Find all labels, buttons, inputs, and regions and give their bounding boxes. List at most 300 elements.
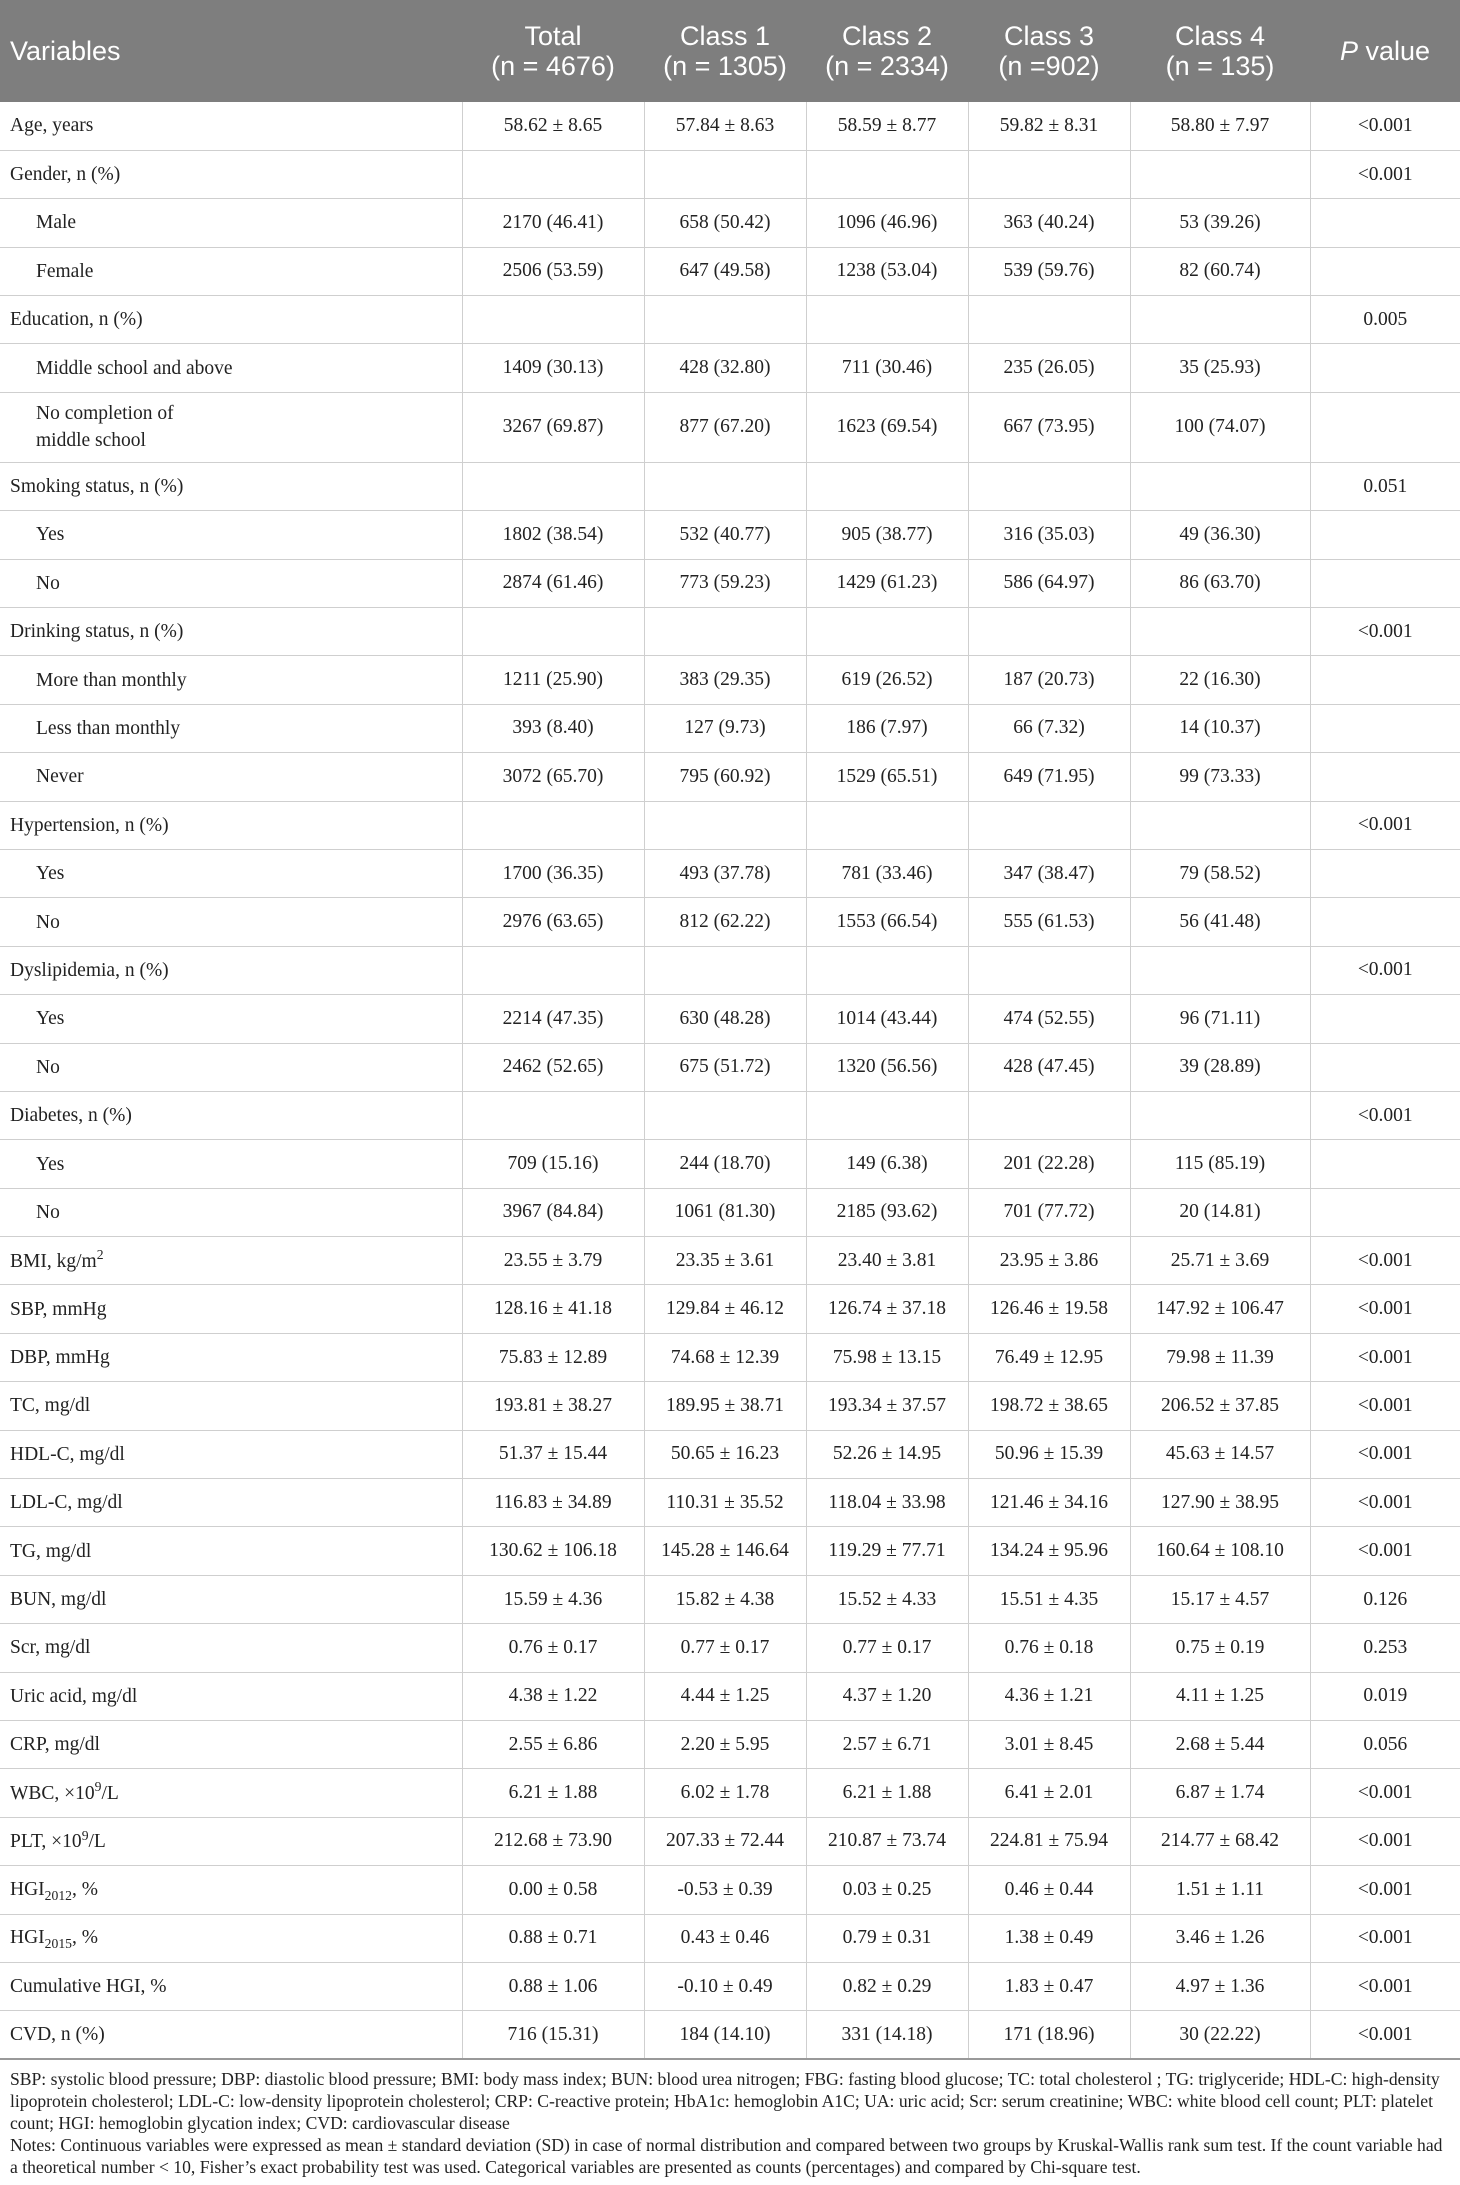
cell-class1: 383 (29.35): [644, 656, 806, 704]
cell-class2: 331 (14.18): [806, 2011, 968, 2059]
table-row: [0, 1672, 1460, 1720]
cell-class3: [968, 608, 1130, 656]
table-row: [0, 296, 1460, 344]
table-row: [0, 344, 1460, 392]
cell-class4: 45.63 ± 14.57: [1130, 1430, 1310, 1478]
cell-class4: [1130, 946, 1310, 994]
table-row: [0, 1575, 1460, 1623]
table-body: [0, 102, 1460, 2059]
row-label: Yes: [0, 995, 462, 1043]
cell-class3: 0.46 ± 0.44: [968, 1866, 1130, 1914]
cell-p-value: <0.001: [1357, 1878, 1413, 1900]
row-label: No: [0, 559, 462, 607]
cell-class2: [806, 1091, 968, 1139]
cell-class4: 56 (41.48): [1130, 898, 1310, 946]
row-label: $HGI_{2015}$, %: [0, 1914, 462, 1962]
row-label: $HGI_{2012}$, %: [0, 1866, 462, 1914]
cell-class4: 0.75 ± 0.19: [1130, 1624, 1310, 1672]
cell-class4: [1130, 1091, 1310, 1139]
table-row: [0, 898, 1460, 946]
cell-class4: 4.11 ± 1.25: [1130, 1672, 1310, 1720]
cell-p-value: <0.001: [1357, 1249, 1413, 1271]
cell-class4: 14 (10.37): [1130, 704, 1310, 752]
table-row: [0, 704, 1460, 752]
cell-total: 130.62 ± 106.18: [462, 1527, 644, 1575]
cell-total: 4.38 ± 1.22: [462, 1672, 644, 1720]
cell-class2: [806, 946, 968, 994]
cell-p-value: <0.001: [1357, 959, 1413, 981]
row-label: Age, years: [0, 102, 462, 150]
cell-total: 128.16 ± 41.18: [462, 1285, 644, 1333]
cell-class4: 1.51 ± 1.11: [1130, 1866, 1310, 1914]
table-row: [0, 1382, 1460, 1430]
cell-class4: 79.98 ± 11.39: [1130, 1333, 1310, 1381]
cell-class4: [1130, 801, 1310, 849]
cell-class4: 127.90 ± 38.95: [1130, 1479, 1310, 1527]
row-label: Female: [0, 247, 462, 295]
cell-class1: 1061 (81.30): [644, 1188, 806, 1236]
cell-class2: [806, 608, 968, 656]
row-label: Hypertension, n (%): [0, 801, 462, 849]
row-label: No: [0, 1188, 462, 1236]
table-row: [0, 1914, 1460, 1962]
table-row: [0, 656, 1460, 704]
cell-class3: 235 (26.05): [968, 344, 1130, 392]
row-label: Cumulative HGI, %: [0, 1962, 462, 2010]
cell-total: 1700 (36.35): [462, 849, 644, 897]
cell-class2: 118.04 ± 33.98: [806, 1479, 968, 1527]
cell-p-value: <0.001: [1357, 1540, 1413, 1562]
cell-class3: 4.36 ± 1.21: [968, 1672, 1130, 1720]
header-class4: Class 4 (n = 135): [1165, 21, 1275, 81]
cell-class4: 99 (73.33): [1130, 753, 1310, 801]
table-row: [0, 1962, 1460, 2010]
table-row: [0, 753, 1460, 801]
cell-total: 6.21 ± 1.88: [462, 1769, 644, 1817]
cell-p-value: <0.001: [1357, 1346, 1413, 1368]
abbreviations-note: SBP: systolic blood pressure; DBP: diastolic blood pressure; BMI: body mass index; BUN: blood urea nitrogen; FBG: fasting blood glucose; TC: total cholesterol ; TG: triglyceride; HDL-C: high-density lipoprotein cholesterol; LDL-C: low-density lipoprotein cholesterol; CRP: C-reactive protein; HbA1c: hemoglobin A1C; UA: uric acid; Scr: serum creatinine; WBC: white blood cell count; PLT: platelet count; HGI: hemoglobin glycation index; CVD: cardiovascular disease: [10, 2069, 1440, 2133]
cell-p-value: <0.001: [1357, 1830, 1413, 1852]
cell-class1: -0.10 ± 0.49: [644, 1962, 806, 2010]
cell-class4: 39 (28.89): [1130, 1043, 1310, 1091]
cell-class2: 905 (38.77): [806, 511, 968, 559]
cell-class1: 184 (14.10): [644, 2011, 806, 2059]
cell-total: 2976 (63.65): [462, 898, 644, 946]
cell-class1: 877 (67.20): [644, 392, 806, 462]
table-row: [0, 1817, 1460, 1865]
cell-class3: 586 (64.97): [968, 559, 1130, 607]
header-row: [0, 0, 1460, 102]
table-row: [0, 462, 1460, 510]
cell-p-value: 0.019: [1363, 1685, 1408, 1707]
table-row: [0, 1769, 1460, 1817]
cell-class2: [806, 801, 968, 849]
cell-class3: 187 (20.73): [968, 656, 1130, 704]
row-label: Dyslipidemia, n (%): [0, 946, 462, 994]
cell-total: 1802 (38.54): [462, 511, 644, 559]
cell-class1: 812 (62.22): [644, 898, 806, 946]
cell-class4: 15.17 ± 4.57: [1130, 1575, 1310, 1623]
cell-class4: 35 (25.93): [1130, 344, 1310, 392]
table-row: [0, 150, 1460, 198]
cell-p-value: [1310, 344, 1460, 392]
cell-class1: 57.84 ± 8.63: [644, 102, 806, 150]
cell-class4: 58.80 ± 7.97: [1130, 102, 1310, 150]
table-row: [0, 995, 1460, 1043]
cell-class1: -0.53 ± 0.39: [644, 1866, 806, 1914]
methods-note: Notes: Continuous variables were expressed as mean ± standard deviation (SD) in case of normal distribution and compared between two groups by Kruskal-Wallis rank sum test. If the count variable had a theoretical number < 10, Fisher’s exact probability test was used. Categorical variables are presented as counts (percentages) and compared by Chi-square test.: [10, 2135, 1443, 2177]
row-label: CVD, n (%): [0, 2011, 462, 2059]
cell-class3: 3.01 ± 8.45: [968, 1721, 1130, 1769]
cell-p-value: [1310, 1140, 1460, 1188]
cell-class4: [1130, 462, 1310, 510]
cell-p-value: 0.005: [1363, 308, 1408, 330]
row-label: Drinking status, n (%): [0, 608, 462, 656]
cell-class3: 50.96 ± 15.39: [968, 1430, 1130, 1478]
row-label: Uric acid, mg/dl: [0, 1672, 462, 1720]
cell-p-value: <0.001: [1357, 814, 1413, 836]
cell-total: [462, 608, 644, 656]
cell-class3: 171 (18.96): [968, 2011, 1130, 2059]
table-row: [0, 1721, 1460, 1769]
table-row: [0, 1479, 1460, 1527]
cell-class1: 23.35 ± 3.61: [644, 1237, 806, 1285]
cell-class2: 210.87 ± 73.74: [806, 1817, 968, 1865]
cell-class4: [1130, 296, 1310, 344]
cell-class4: 214.77 ± 68.42: [1130, 1817, 1310, 1865]
cell-class4: 53 (39.26): [1130, 199, 1310, 247]
cell-class3: 1.38 ± 0.49: [968, 1914, 1130, 1962]
cell-class3: 555 (61.53): [968, 898, 1130, 946]
cell-class2: 126.74 ± 37.18: [806, 1285, 968, 1333]
cell-class1: 630 (48.28): [644, 995, 806, 1043]
cell-class1: [644, 462, 806, 510]
row-label: BMI, $kg/m^2$: [0, 1237, 462, 1285]
cell-class3: 66 (7.32): [968, 704, 1130, 752]
cell-p-value: <0.001: [1357, 114, 1413, 136]
cell-total: 2874 (61.46): [462, 559, 644, 607]
cell-class4: 3.46 ± 1.26: [1130, 1914, 1310, 1962]
table-row: [0, 247, 1460, 295]
cell-class3: [968, 462, 1130, 510]
table-row: [0, 1866, 1460, 1914]
row-label: Gender, n (%): [0, 150, 462, 198]
cell-class3: [968, 1091, 1130, 1139]
cell-class3: 201 (22.28): [968, 1140, 1130, 1188]
cell-total: 3072 (65.70): [462, 753, 644, 801]
cell-class4: 160.64 ± 108.10: [1130, 1527, 1310, 1575]
row-label: Never: [0, 753, 462, 801]
table-row: [0, 1140, 1460, 1188]
cell-class1: 773 (59.23): [644, 559, 806, 607]
cell-class3: 428 (47.45): [968, 1043, 1130, 1091]
cell-class2: 619 (26.52): [806, 656, 968, 704]
row-label: TG, mg/dl: [0, 1527, 462, 1575]
table-row: [0, 1333, 1460, 1381]
row-label: Scr, mg/dl: [0, 1624, 462, 1672]
cell-class1: 145.28 ± 146.64: [644, 1527, 806, 1575]
cell-class2: 1096 (46.96): [806, 199, 968, 247]
cell-class4: [1130, 150, 1310, 198]
cell-class1: 6.02 ± 1.78: [644, 1769, 806, 1817]
cell-class2: 1529 (65.51): [806, 753, 968, 801]
cell-class4: 20 (14.81): [1130, 1188, 1310, 1236]
cell-total: 116.83 ± 34.89: [462, 1479, 644, 1527]
cell-class2: 0.79 ± 0.31: [806, 1914, 968, 1962]
cell-total: 0.88 ± 0.71: [462, 1914, 644, 1962]
cell-total: 393 (8.40): [462, 704, 644, 752]
cell-class3: 701 (77.72): [968, 1188, 1130, 1236]
row-label: TC, mg/dl: [0, 1382, 462, 1430]
cell-class3: 76.49 ± 12.95: [968, 1333, 1130, 1381]
cell-class4: 2.68 ± 5.44: [1130, 1721, 1310, 1769]
cell-class4: 30 (22.22): [1130, 2011, 1310, 2059]
cell-class1: 658 (50.42): [644, 199, 806, 247]
cell-p-value: [1310, 898, 1460, 946]
cell-total: 58.62 ± 8.65: [462, 102, 644, 150]
cell-class3: 224.81 ± 75.94: [968, 1817, 1130, 1865]
cell-p-value: [1310, 247, 1460, 295]
table-row: [0, 199, 1460, 247]
cell-class1: 4.44 ± 1.25: [644, 1672, 806, 1720]
table-row: [0, 102, 1460, 150]
cell-class2: 0.77 ± 0.17: [806, 1624, 968, 1672]
cell-p-value: 0.056: [1363, 1733, 1408, 1755]
cell-class2: 2.57 ± 6.71: [806, 1721, 968, 1769]
cell-total: [462, 150, 644, 198]
row-label: CRP, mg/dl: [0, 1721, 462, 1769]
cell-p-value: [1310, 511, 1460, 559]
cell-class2: 186 (7.97): [806, 704, 968, 752]
cell-class4: 6.87 ± 1.74: [1130, 1769, 1310, 1817]
cell-total: 15.59 ± 4.36: [462, 1575, 644, 1623]
cell-p-value: [1310, 199, 1460, 247]
cell-class4: 115 (85.19): [1130, 1140, 1310, 1188]
cell-class1: [644, 608, 806, 656]
cell-class4: 206.52 ± 37.85: [1130, 1382, 1310, 1430]
cell-class1: 675 (51.72): [644, 1043, 806, 1091]
cell-p-value: [1310, 392, 1460, 462]
row-label: HDL-C, mg/dl: [0, 1430, 462, 1478]
cell-class1: 428 (32.80): [644, 344, 806, 392]
cell-class3: 363 (40.24): [968, 199, 1130, 247]
header-class2: Class 2 (n = 2334): [825, 21, 949, 81]
row-label: Less than monthly: [0, 704, 462, 752]
cell-class3: 121.46 ± 34.16: [968, 1479, 1130, 1527]
cell-class2: [806, 296, 968, 344]
cell-total: 2170 (46.41): [462, 199, 644, 247]
cell-total: 2506 (53.59): [462, 247, 644, 295]
cell-class3: 23.95 ± 3.86: [968, 1237, 1130, 1285]
cell-class3: [968, 946, 1130, 994]
cell-p-value: <0.001: [1357, 1782, 1413, 1804]
cell-class1: 0.43 ± 0.46: [644, 1914, 806, 1962]
row-label: No: [0, 1043, 462, 1091]
cell-class1: 129.84 ± 46.12: [644, 1285, 806, 1333]
cell-class4: 25.71 ± 3.69: [1130, 1237, 1310, 1285]
table-row: [0, 608, 1460, 656]
cell-p-value: <0.001: [1357, 163, 1413, 185]
row-label: Middle school and above: [0, 344, 462, 392]
cell-class3: 15.51 ± 4.35: [968, 1575, 1130, 1623]
cell-class1: 532 (40.77): [644, 511, 806, 559]
cell-class3: 59.82 ± 8.31: [968, 102, 1130, 150]
cell-class4: 49 (36.30): [1130, 511, 1310, 559]
cell-class1: 795 (60.92): [644, 753, 806, 801]
cell-class2: 4.37 ± 1.20: [806, 1672, 968, 1720]
cell-class3: [968, 801, 1130, 849]
cell-total: [462, 1091, 644, 1139]
cell-class1: 2.20 ± 5.95: [644, 1721, 806, 1769]
cell-total: [462, 462, 644, 510]
cell-total: 75.83 ± 12.89: [462, 1333, 644, 1381]
cell-class3: 6.41 ± 2.01: [968, 1769, 1130, 1817]
cell-p-value: [1310, 704, 1460, 752]
cell-class3: 667 (73.95): [968, 392, 1130, 462]
table-header: [0, 0, 1460, 102]
cell-total: 212.68 ± 73.90: [462, 1817, 644, 1865]
cell-p-value: <0.001: [1357, 1975, 1413, 1997]
cell-total: 1409 (30.13): [462, 344, 644, 392]
cell-class1: [644, 801, 806, 849]
cell-class2: 193.34 ± 37.57: [806, 1382, 968, 1430]
table-row: [0, 1091, 1460, 1139]
cell-total: 0.76 ± 0.17: [462, 1624, 644, 1672]
cell-class2: 0.82 ± 0.29: [806, 1962, 968, 2010]
cell-class4: [1130, 608, 1310, 656]
table-row: [0, 849, 1460, 897]
cell-total: 2462 (52.65): [462, 1043, 644, 1091]
cell-class1: [644, 150, 806, 198]
row-label: Yes: [0, 1140, 462, 1188]
cell-p-value: [1310, 995, 1460, 1043]
cell-class1: 127 (9.73): [644, 704, 806, 752]
cell-class2: 1429 (61.23): [806, 559, 968, 607]
cell-class4: 147.92 ± 106.47: [1130, 1285, 1310, 1333]
cell-class2: 1320 (56.56): [806, 1043, 968, 1091]
cell-class1: [644, 946, 806, 994]
cell-total: 3267 (69.87): [462, 392, 644, 462]
cell-class2: 1553 (66.54): [806, 898, 968, 946]
cell-p-value: <0.001: [1357, 2023, 1413, 2045]
row-label: BUN, mg/dl: [0, 1575, 462, 1623]
cell-p-value: [1310, 656, 1460, 704]
cell-class1: 244 (18.70): [644, 1140, 806, 1188]
table-row: [0, 2011, 1460, 2059]
header-total: Total (n = 4676): [491, 21, 615, 81]
cell-class1: [644, 296, 806, 344]
cell-class1: 15.82 ± 4.38: [644, 1575, 806, 1623]
cell-class1: 493 (37.78): [644, 849, 806, 897]
row-label: Male: [0, 199, 462, 247]
cell-p-value: <0.001: [1357, 1104, 1413, 1126]
row-label: Yes: [0, 511, 462, 559]
cell-class4: 79 (58.52): [1130, 849, 1310, 897]
cell-class3: 198.72 ± 38.65: [968, 1382, 1130, 1430]
header-p-value: P value: [1339, 36, 1431, 66]
cell-p-value: <0.001: [1357, 1394, 1413, 1416]
cell-class2: 1238 (53.04): [806, 247, 968, 295]
cell-total: [462, 946, 644, 994]
cell-class1: [644, 1091, 806, 1139]
cell-class2: 2185 (93.62): [806, 1188, 968, 1236]
cell-class4: 82 (60.74): [1130, 247, 1310, 295]
cell-total: [462, 801, 644, 849]
cell-class2: 119.29 ± 77.71: [806, 1527, 968, 1575]
table-row: [0, 1237, 1460, 1285]
cell-class2: 1014 (43.44): [806, 995, 968, 1043]
cell-class3: 347 (38.47): [968, 849, 1130, 897]
cell-class1: 50.65 ± 16.23: [644, 1430, 806, 1478]
cell-class2: 15.52 ± 4.33: [806, 1575, 968, 1623]
cell-class1: 189.95 ± 38.71: [644, 1382, 806, 1430]
cell-class1: 207.33 ± 72.44: [644, 1817, 806, 1865]
cell-p-value: 0.253: [1363, 1636, 1408, 1658]
cell-total: 2.55 ± 6.86: [462, 1721, 644, 1769]
cell-class4: 22 (16.30): [1130, 656, 1310, 704]
cell-class3: 316 (35.03): [968, 511, 1130, 559]
row-label: LDL-C, mg/dl: [0, 1479, 462, 1527]
cell-class2: 149 (6.38): [806, 1140, 968, 1188]
cell-class2: 781 (33.46): [806, 849, 968, 897]
cell-class2: [806, 462, 968, 510]
cell-total: 709 (15.16): [462, 1140, 644, 1188]
table-row: [0, 392, 1460, 462]
cell-class3: 1.83 ± 0.47: [968, 1962, 1130, 2010]
cell-class1: 0.77 ± 0.17: [644, 1624, 806, 1672]
cell-class1: 74.68 ± 12.39: [644, 1333, 806, 1381]
cell-p-value: <0.001: [1357, 1298, 1413, 1320]
cell-p-value: [1310, 849, 1460, 897]
row-label: No completion of middle school: [0, 392, 462, 462]
table-notes: [10, 2068, 1450, 2178]
cell-total: 193.81 ± 38.27: [462, 1382, 644, 1430]
cell-class4: 96 (71.11): [1130, 995, 1310, 1043]
cell-class3: 126.46 ± 19.58: [968, 1285, 1130, 1333]
row-label: SBP, mmHg: [0, 1285, 462, 1333]
header-class1: Class 1 (n = 1305): [663, 21, 787, 81]
cell-p-value: [1310, 559, 1460, 607]
cell-class3: [968, 296, 1130, 344]
cell-class3: 474 (52.55): [968, 995, 1130, 1043]
cell-p-value: <0.001: [1357, 1443, 1413, 1465]
table-row: [0, 1285, 1460, 1333]
cell-class1: 110.31 ± 35.52: [644, 1479, 806, 1527]
cell-class4: 4.97 ± 1.36: [1130, 1962, 1310, 2010]
header-class3: Class 3 (n =902): [998, 21, 1100, 81]
cell-class2: 711 (30.46): [806, 344, 968, 392]
cell-class3: 134.24 ± 95.96: [968, 1527, 1130, 1575]
cell-p-value: [1310, 1043, 1460, 1091]
cell-class4: 100 (74.07): [1130, 392, 1310, 462]
cell-p-value: [1310, 1188, 1460, 1236]
cell-total: 51.37 ± 15.44: [462, 1430, 644, 1478]
header-variables: Variables: [10, 36, 121, 66]
table-row: [0, 1188, 1460, 1236]
row-label: Education, n (%): [0, 296, 462, 344]
row-label: WBC, $\times 10^9/L$: [0, 1769, 462, 1817]
cell-total: 2214 (47.35): [462, 995, 644, 1043]
cell-class3: 539 (59.76): [968, 247, 1130, 295]
table-row: [0, 1043, 1460, 1091]
cell-class2: 58.59 ± 8.77: [806, 102, 968, 150]
cell-class2: 6.21 ± 1.88: [806, 1769, 968, 1817]
cell-p-value: <0.001: [1357, 1927, 1413, 1949]
table-row: [0, 801, 1460, 849]
table-row: [0, 1527, 1460, 1575]
cell-total: 3967 (84.84): [462, 1188, 644, 1236]
cell-total: 1211 (25.90): [462, 656, 644, 704]
